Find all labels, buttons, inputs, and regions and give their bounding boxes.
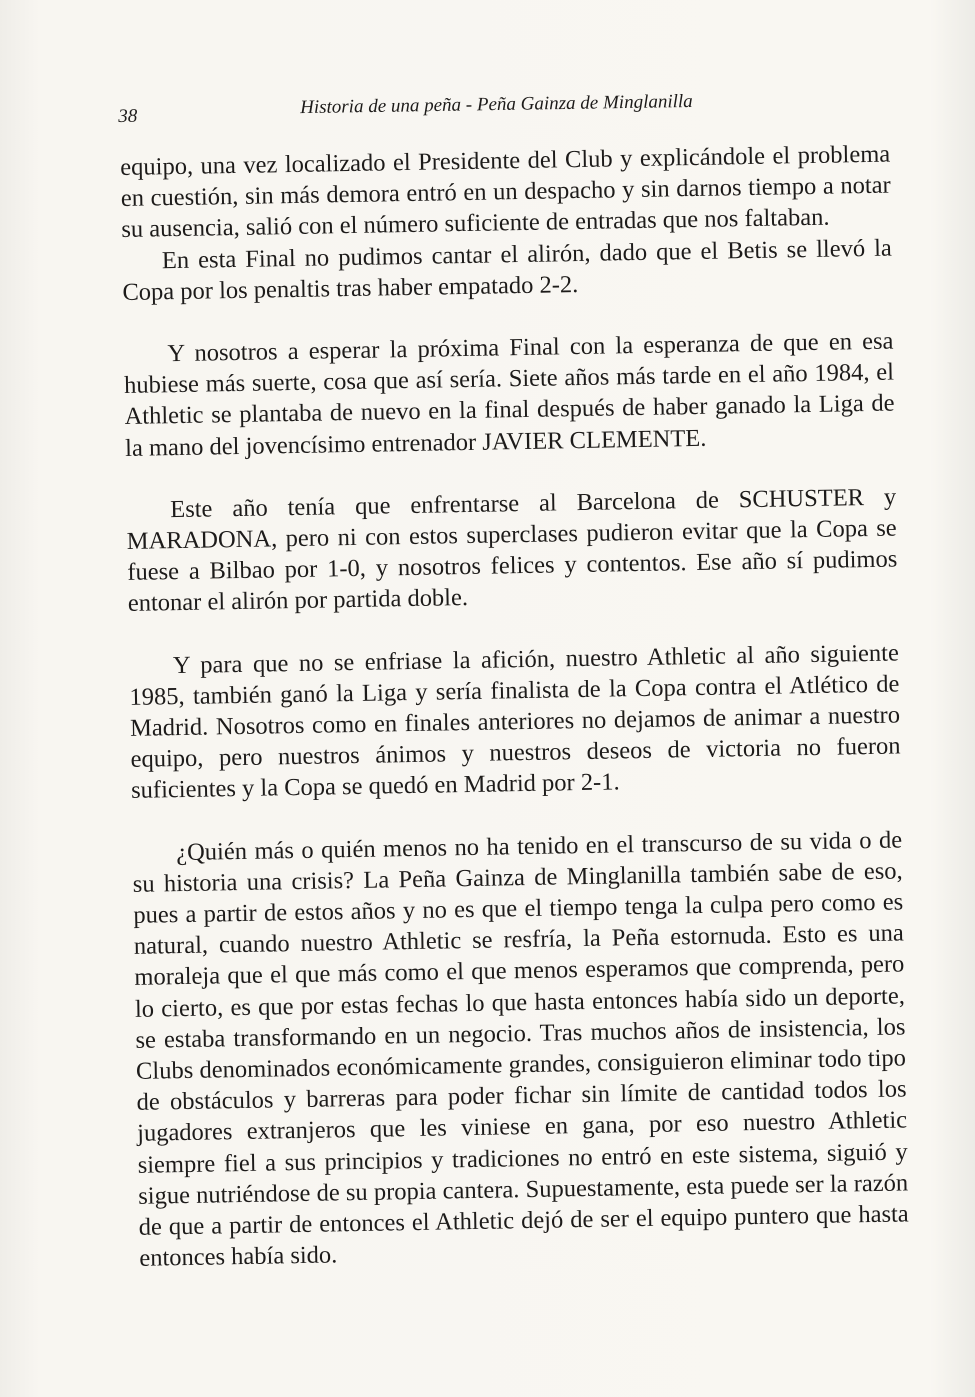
paragraph-4: Este año tenía que enfrentarse al Barcelona de SCHUSTER y MARADONA, pero ni con estos superclases pudieron evitar que la Copa se fuese a Bilbao por 1-0, y nosotros felices y contentos. Ese año sí pudimos entonar el alirón por partida doble.	[126, 483, 898, 618]
paragraph-3: Y nosotros a esperar la próxima Final con la esperanza de que en esa hubiese más suerte, cosa que así sería. Siete años más tarde en el año 1984, el Athletic se plantaba de nuevo en la final después de haber ganado la Liga de la mano del jovencísimo entrenador JAVIER CLEMENTE.	[123, 327, 895, 462]
body-text	[120, 139, 909, 1275]
page-number: 38	[118, 105, 138, 127]
page-header	[118, 89, 838, 130]
paragraph-1: equipo, una vez localizado el Presidente del Club y explicándole el problema en cuestión, sin más demora entró en un despacho y sin darnos tiempo a notar su ausencia, salió con el número suficiente de entradas que nos faltaban.	[120, 140, 891, 244]
paragraph-5: Y para que no se enfriase la afición, nuestro Athletic al año siguiente 1985, también ganó la Liga y sería finalista de la Copa contra el Atlético de Madrid. Nosotros como en finales anteriores no dejamos de animar a nuestro equipo, pero nuestros ánimos y nuestros deseos de victoria no fueron suficientes y la Copa se quedó en Madrid por 2-1.	[129, 639, 901, 805]
running-title: Historia de una peña - Peña Gainza de Minglanilla	[299, 90, 693, 119]
paragraph-2: En esta Final no pudimos cantar el alirón, dado que el Betis se llevó la Copa por los penaltis tras haber empatado 2-2.	[122, 234, 893, 306]
paragraph-6: ¿Quién más o quién menos no ha tenido en el transcurso de su vida o de su historia una crisis? La Peña Gainza de Minglanilla también sabe de eso, pues a partir de estos años y no es que el tiempo tenga la culpa pero como es natural, cuando nuestro Athletic se resfría, la Peña estornuda. Esto es una moraleja que el que más como el que menos esperamos que comprenda, pero lo cierto, es que por estas fechas lo que hasta entonces había sido un deporte, se estaba transformando en un negocio. Tras muchos años de insistencia, los Clubs denominados económicamente grandes, consiguieron eliminar todo tipo de obstáculos y barreras para poder fichar sin límite de cantidad todos los jugadores extranjeros que les viniese en gana, por eso nuestro Athletic siempre fiel a sus principios y tradiciones no entró en este sistema, siguió y sigue nutriéndose de su propia cantera. Supuestamente, esta puede ser la razón de que a partir de entonces el Athletic dejó de ser el equipo puntero que hasta entonces había sido.	[132, 826, 909, 1273]
